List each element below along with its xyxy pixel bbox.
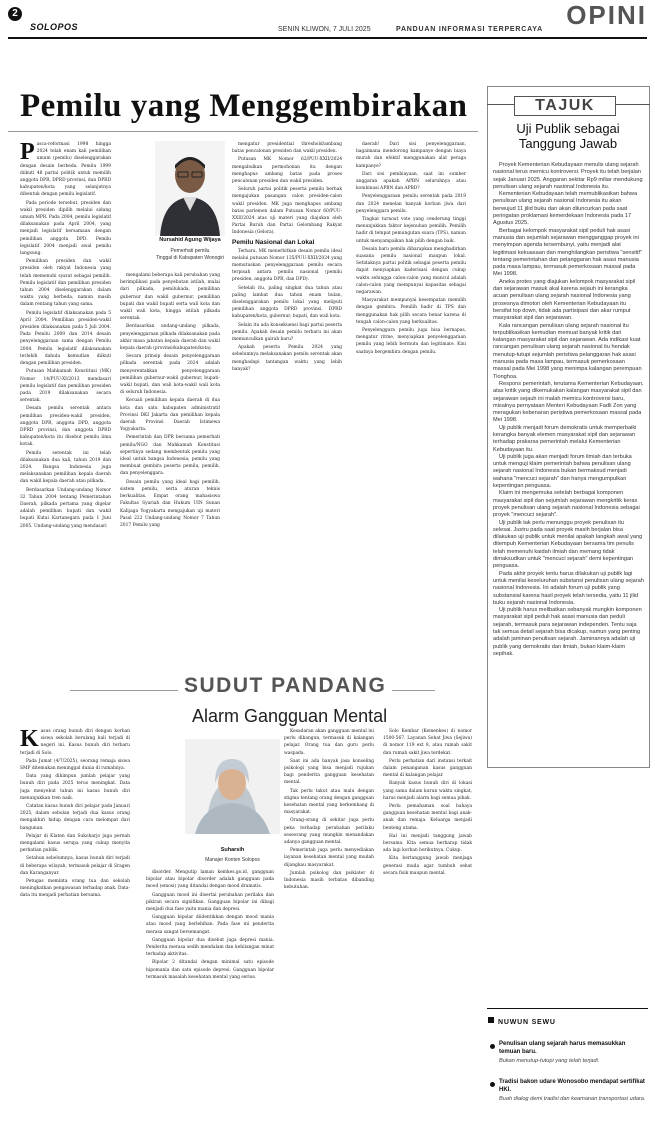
paragraph: Gangguan bipolar dua disebut juga depresi mania. Penderita merasa sedih mendalam dan kehilangan minat terhadap aktivitas.	[146, 937, 274, 958]
paragraph: Desain baru pemilu diharapkan menghadirkan suasana pemilu nasional maupun lokal. Setidaknya partai politik sebagai peserta pemilu dapat menyiapkan kaderisasi dengan cukup waktu sehingga calon-calon yang muncul adalah calon-calon yang mempunyai kapasitas sebagai negarawan.	[356, 246, 466, 296]
opinion-column-2	[146, 869, 274, 1140]
paragraph: Pada Jumat (4/7/2025), seorang remaja siswa SMP ditemukan meninggal dunia di rumahnya.	[20, 758, 130, 772]
opinion-drop-cap: K	[20, 728, 39, 752]
paragraph: Pemilu legislatif dilaksanakan pada 5 April 2004. Pemilihan presiden-wakil presiden dilaksanakan pada 5 Juli 2004. Pada Pemilu 2009 dan 2014 desain penyelenggaraan sama dengan Pemilu 2004. Pemilu legislatif dilaksanakan terlebih dahulu kemudian diikuti dengan pemilihan presiden.	[20, 310, 111, 367]
author-role-line2: Tinggal di Kabupaten Wonogiri	[155, 255, 225, 261]
nuwun-item-title: Penulisan ulang sejarah harus memasukkan temuan baru.	[499, 1041, 626, 1055]
editorial-tab: TAJUK	[514, 96, 616, 116]
paragraph: Setelah itu, paling singkat dua tahun atau paling lambat dua tahun enam bulan, diselenggarakan pemilu lokal yang meliputi pemilihan anggota DPRD provinsi, DPRD kabupaten/kota, gubernur, bupati, dan wali kota.	[232, 285, 342, 320]
paragraph: Solo Kembar (Kemenkes) di nomor 1500-567, Layanan Sehat Jiwa (Sejiwa) di nomor 119 ext 8, atau rumah sakit dan rumah sakit jiwa terdekat.	[383, 729, 472, 756]
paragraph: Uji publik menjadi forum demokratis untuk memperbaiki kerangka banyak elemen masyarakat sipil dan sejarawan terhadap prakarsa pemerintah melalui Kementerian Kebudayaan itu.	[493, 424, 637, 453]
paragraph: Pemerintah dan DPR bersama pemerhati pemilu/NGO dan Mahkamah Konstitusi sepertinya sedang membentuk pemilu yang ideal untuk bangsa Indonesia; pemilu yang membuat gembira peserta pemilu, pemilih, dan penyelenggara.	[120, 435, 220, 477]
header-rule	[8, 37, 647, 39]
paragraph: mengatur presidential threshold/ambang batas pencalonan presiden dan wakil presiden.	[232, 142, 342, 155]
paragraph: Banyak kasus bunuh diri di lokasi yang sama dalam kurun waktu singkat, harus menjadi alarm bagi semua pihak.	[383, 781, 472, 801]
nuwun-item-sub: Bukan menutup-tutupi yang telah terjadi.	[499, 1058, 600, 1064]
paragraph: Kita bertanggung jawab menjaga generasi muda agar tumbuh sehat secara fisik maupun mental.	[383, 856, 472, 876]
paragraph: Berdasarkan Undang-undang Nomor 32 Tahun 2004 tentang Pemerintahan Daerah, pilkada pertama yang digelar adalah pemilihan bupati dan wakil bupati Kutai Kartanegara pada 1 Juni 2005. Undang-undang yang mendasari	[20, 487, 111, 529]
paragraph: Penyelenggara pemilu juga bisa bernapas, mengatur ritme, menyiapkan penyelenggaraan pemilu yang lebih bermutu dan legitimate. Kini saatnya bergembira dengan pemilu.	[356, 328, 466, 355]
paragraph: Seluruh partai politik peserta pemilu berhak mengajukan pasangan calon presiden-calon wakil presiden. MK juga menghapus ambang batas parlemen dalam Putusan Nomor 60/PUU-XXII/2024 atas uji materi yang diajukan oleh Partai Buruh dan Partai Gelombang Rakyat Indonesia (Gelora).	[232, 187, 342, 236]
slogan: PANDUAN INFORMASI TERPERCAYA	[396, 26, 543, 33]
opinion-author-photo	[185, 739, 280, 834]
paragraph: Secara prinsip desain penyelenggaraan pilkada serentak pada 2024 adalah menyerentakkan penyelenggaraan pemilihan gubernur-wakil gubernur, bupati-wakil bupati, dan wali kota-wakil wali kota di seluruh Indonesia.	[120, 354, 220, 396]
editorial-body	[493, 162, 644, 762]
author-name: Nursahid Agung Wijaya	[159, 237, 221, 243]
article-column-4	[356, 141, 466, 661]
paragraph: Catatan kasus bunuh diri pelajar pada Januari 2025, dalam sebulan terjadi dua kasus orang mengakhiri hidup dengan cara melompat dari bangunan.	[20, 804, 130, 831]
bullet-icon	[490, 1082, 495, 1087]
section-title: OPINI	[566, 0, 647, 30]
author-photo	[155, 141, 225, 236]
paragraph: Hal ini menjadi tanggung jawab bersama. Kita semua berharap tidak ada lagi korban berikutnya. Cukup.	[383, 833, 472, 854]
paragraph: Setahun sebelumnya, kasus bunuh diri terjadi di beberapa wilayah, termasuk pelajar di Sragen dan Karanganyar.	[20, 856, 130, 876]
paragraph: Aneka protes yang diajukan kelompok masyarakat sipil dan sejarawan masuk akal karena sejauh ini kerangka acuan penulisan ulang sejarah nasional Indonesia yang prosesnya dimotori oleh Kementerian Kebudayaan itu bersifat top down, tidak ada partisipasi dan akar rumput masyarakat sipil dan sejarawan.	[493, 278, 636, 322]
paragraph: Respons pemerintah, terutama Kementerian Kebudayaan, atas kritik yang dikemukakan kalangan masyarakat sipil dan sejarawan sejauh ini malah memicu kontroversi baru, misalnya pernyataan Menteri Kebudayaan Fadli Zon yang meragukan kebenaran peristiwa pemerkosaan massal pada Mei 1998.	[493, 380, 644, 424]
paragraph: Perlu pemahaman soal bahaya gangguan kesehatan mental bagi anak-anak dan remaja. Keluarga menjadi benteng utama.	[383, 804, 472, 831]
opinion-column-3	[284, 728, 374, 1140]
article-headline: Pemilu yang Menggembirakan	[20, 88, 468, 124]
paragraph: Uji publik tak perlu menunggu proyek penulisan itu selesai. Justru pada saat proyek masih berjalan bisa dilakukan uji publik untuk menilai apakah langkah awal yang ditempuh Kementerian Kebudayaan bersama tim penulis telah memenuhi kaidah ilmiah dan memang tidak dimaksudkan untuk "mencuci sejarah" demi kepentingan penguasa.	[493, 519, 643, 570]
paragraph: daerah! Dari sisi penyelenggaraan, bagaimana mendorong kampanye dengan biaya murah dan efektif menggunakan alat peraga kampanye?	[356, 142, 466, 169]
paragraph: Apakah peserta Pemilu 2024 yang sebelumnya melaksanakan pemilu serentak akan menghadapi tantangan waktu yang lebih banyak?	[232, 345, 342, 372]
paragraph: asca-reformasi 1998 hingga 2024 telah enam kali pemilihan umum (pemilu) diselenggarakan dengan desain berbeda. Pemilu 1999 diikuti 48 partai politik untuk memilih anggota DPR, DPRD provinsi, dan DPRD kabupaten/kota yang selanjutnya dibentuk dengan pemilu legislatif.	[20, 142, 111, 198]
paragraph: Klaim ini mengemuka setelah berbagai komponen masyarakat sipil dan sejumlah sejarawan mengkritik keras proyek penulisan ulang sejarah nasional Indonesia sebagai proyek "mencuci sejarah".	[493, 490, 640, 519]
author-role-line1: Pemerhati pemilu	[170, 248, 210, 254]
paragraph: Tingkat turnout vote yang cenderung tinggi menunjukkan faktor kejenuhan pemilih. Pemilih hadir di tempat pemungutan suara (TPS), namun untuk menyampaikan hak pilih dengan baik.	[356, 217, 466, 244]
paragraph: Gangguan mood ini disertai perubahan perilaku dan pikiran secara signifikan. Gangguan bipolar ini dibagi menjadi dua fase yaitu mania dan depresi.	[146, 892, 274, 913]
paragraph: Gangguan bipolar diidentikkan dengan mood mania atau mood yang berlebihan. Pada fase ini penderita merasa sangat bersemangat.	[146, 915, 274, 935]
paragraph: Berdasarkan undang-undang pilkada, penyelenggaraan pilkada dilaksanakan pada akhir masa jabatan kepala daerah dan wakil kepala daerah (provinsi/kabupaten/kota).	[120, 324, 220, 352]
paragraph: Bipolar 2 ditandai dengan minimal satu episode hipomania dan satu episode depresi. Gangguan bipolar termasuk masalah kesehatan mental yang serius.	[146, 960, 274, 980]
paragraph: Berbagai kelompok masyarakat sipil peduli hak asasi manusia dan sejumlah sejarawan mengganggap proyek ini menyimpan agenda tersembunyi, yaitu menjadi alat legitimasi kekuasaan dan menghilangkan peristiwa "sensitif" tentang pemerintahan dan pelanggaran hak asasi manusia pada masa lampau, termasuk pemerkosaan massal pada Mei 1998.	[493, 227, 642, 278]
paragraph: Data yang dihimpun jumlah pelajar yang bunuh diri pada 2025 terus meningkat. Data juga menyebut tahun ini kasus bunuh diri menunjukkan tren naik.	[20, 774, 130, 801]
opinion-title: Alarm Gangguan Mental	[192, 706, 388, 726]
paragraph: Pemilu serentak ini telah dilaksanakan dua kali, tahun 2019 dan 2024. Bangsa Indonesia juga melaksanakan pemilihan kepala daerah dan wakil kepala daerah atau pilkada.	[20, 450, 111, 485]
paragraph: Tak perlu takut atau malu dengan stigma tentang orang dengan gangguan kesehatan mental yang berkembang di masyarakat.	[284, 788, 374, 816]
opinion-section-title: SUDUT PANDANG	[178, 674, 392, 698]
opinion-author-name: Suharsih	[220, 847, 245, 853]
article-column-3	[232, 141, 342, 661]
paragraph: Pada akhir proyek tentu harus dilakukan uji publik lagi untuk menilai keseluruhan substansi penulisan ulang sejarah nasional Indonesia. Ini adalah forum uji publik yang substansial karena hasil proyek telah tersedia, yaitu 11 jilid buku sejarah nasional Indonesia.	[493, 570, 644, 606]
page-number: 2	[8, 7, 22, 21]
nuwun-marker-icon	[488, 1017, 494, 1023]
paragraph: Jumlah psikolog dan psikiater di Indonesia masih terbatas dibanding kebutuhan.	[284, 870, 374, 891]
paragraph: Kecuali pemilihan kepala daerah di dua kota dan satu kabupaten administratif Provinsi DKI Jakarta dan pemilihan kepala daerah Provinsi Daerah Istimewa Yogyakarta.	[120, 398, 220, 433]
paragraph: Pada periode tersebut, presiden dan wakil presiden dipilih melalui sidang umum MPR. Pada 2004, pemilu legislatif dilaksanakan pada April 2004, yang menjadi legislatif bersamaan dengan pemilihan anggota DPD. Pemilu legislatif 2004 menjadi awal pemilu langsung.	[20, 200, 111, 257]
headline-rule	[8, 131, 478, 132]
paragraph: Putusan Mahkamah Konstitusi (MK) Nomor 14/PUU-XI/2013 mendasari pemilu legislatif dan pemilihan presiden pada 2019 dilaksanakan secara serentak.	[20, 369, 111, 404]
paragraph: Kesadaran akan gangguan mental ini perlu dibangun, termasuk di kalangan pelajar. Orang tua dan guru perlu waspada.	[284, 729, 374, 756]
drop-cap: P	[20, 141, 35, 165]
paragraph: Terbaru, MK menerbitkan desain pemilu ideal melalui putusan Nomor 135/PUU-XXII/2024 yang memutuskan penyelenggaraan pemilu secara terpisah antara pemilu nasional (pemilu presiden, anggota DPR, dan DPD).	[232, 248, 342, 283]
article-column-1	[20, 141, 111, 661]
bullet-icon	[490, 1044, 495, 1049]
paragraph: Orang-orang di sekitar juga perlu peka terhadap perubahan perilaku seseorang yang mungkin menandakan adanya gangguan mental.	[284, 818, 374, 846]
paragraph: Pelajar di Klaten dan Sukoharjo juga pernah mengalami kasus serupa yang cukup menyita perhatian publik.	[20, 833, 130, 854]
paragraph: Selain itu ada konsekuensi bagi partai peserta pemilu. Apakah desain pemilu terbaru ini akan memunculkan gairah baru?	[232, 322, 342, 343]
opinion-column-4	[383, 728, 472, 1140]
article-column-2	[120, 272, 220, 661]
paragraph: Penyelenggaraan pemilu serentak pada 2019 dan 2024 menelan banyak korban jiwa dari penyelenggara pemilu.	[356, 194, 466, 214]
paragraph: Masyarakat mempunyai kesempatan memilih dengan gembira. Pemilih hadir di TPS dan menggunakan hak pilih secara benar karena di tengah calon-calon yang berkualitas.	[356, 298, 466, 325]
article-subhead: Pemilu Nasional dan Lokal	[232, 238, 315, 246]
editorial-title: Uji Publik sebagai Tanggung Jawab	[516, 121, 620, 151]
paragraph: Desain pemilu serentak antara pemilihan presiden-wakil presiden, anggota DPR, anggota DPD, anggota DPRD provinsi, dan anggota DPRD kabupaten/kota itu disebut pemilu lima kotak.	[20, 406, 111, 448]
paragraph: Desain pemilu yang ideal bagi pemilih, sistem pemilu, serta aturan teknis berkualitas. Empat orang mahasiswa Fakultas Syariah dan Hukum UIN Sunan Kalijaga Yogyakarta mengajukan uji materi Pasal 222 Undang-undang Nomor 7 Tahun 2017 Pemilu yang	[120, 479, 220, 528]
opinion-author-role: Manajer Konten Solopos	[205, 857, 260, 863]
paragraph: mengalami beberapa kali perubahan yang berimplikasi pada penyebutan istilah, mulai dari pilkada, pemilukada, pemilihan gubernur dan wakil gubernur, pemilihan bupati dan wakil bupati serta wali kota dan wakil wali kota, hingga istilah pilkada serentak.	[120, 273, 220, 322]
paragraph: disorder. Mengutip laman kemkes.go.id, gangguan bipolar atau bipolar disorder adalah gangguan pada mood (emosi) yang ditandai dengan mood dramatis.	[146, 870, 274, 890]
nuwun-item-title: Tradisi bakon udare Wonosobo mendapat sertifikat HKI.	[499, 1079, 645, 1093]
paragraph: asus orang bunuh diri dengan korban siswa sekolah berulang kali terjadi di negeri ini. Kasus bunuh diri terbaru terjadi di Solo.	[20, 729, 130, 756]
paragraph: Pemilihan presiden dan wakil presiden oleh rakyat Indonesia yang telah memenuhi syarat sebagai pemilih. Pemilu legislatif dan pemilihan presiden tahun 2004 diselenggarakan dalam waktu yang berbeda, namun masih dalam rentang tahun yang sama.	[20, 259, 111, 308]
paragraph: Putusan MK Nomor 62/PUU-XXII/2024 mengabulkan permohonan itu dengan menghapus ambang batas pada proses pencalonan presiden dan wakil presiden.	[232, 157, 342, 185]
paragraph: Petugas meminta orang tua dan sekolah meningkatkan pengawasan terhadap anak. Data-data itu menjadi perhatian bersama.	[20, 879, 130, 899]
paragraph: Kementerian Kebudayaan telah memublikasikan bahwa penulisan ulang sejarah nasional Indonesia itu akan berwujud 11 jilid buku dan akan diluncurkan pada saat peringatan proklamasi kemerdekaan Indonesia pada 17 Agustus 2025.	[493, 191, 638, 227]
paragraph: Dari sisi pembiayaan, saat ini sumber anggaran apakah APBN seluruhnya atau kombinasi APBN dan APBD?	[356, 171, 466, 192]
paragraph: Kala rancangan penulisan ulang sejarah nasional itu terpublikasikan kemudian memuat banyak kritik dari kalangan masyarakat sipil dan sejarawan. Ada indikasi kuat rancangan penulisan ulang sejarah nasional itu hendak menutup-tutupi sejumlah peristiwa pelanggaran hak asasi manusia pada masa lampau, termasuk pemerkosaan massal pada Mei 1998 yang menimpa kalangan perempuan Tionghoa.	[493, 322, 642, 380]
paragraph: Saat ini ada banyak jasa konseling psikologi yang bisa menjadi rujukan bagi penderita gangguan kesehatan mental.	[284, 758, 374, 786]
paragraph: Uji publik juga akan menjadi forum ilmiah dan terbuka untuk menguji klaim pemerintah bahwa penulisan ulang sejarah nasional Indonesia bukan bermaksud menjadi wahana "mencuci sejarah" dan hanya mengumpulkan kepentingan penguasa.	[493, 453, 632, 490]
nuwun-heading: NUWUN SEWU	[498, 1019, 556, 1026]
issue-date: SENIN KLIWON, 7 JULI 2025	[278, 26, 371, 33]
paragraph: Pemerintah juga perlu menyediakan layanan kesehatan mental yang mudah dijangkau masyarakat.	[284, 848, 374, 868]
paragraph: Proyek Kementerian Kebudayaan menulis ulang sejarah nasional terus memicu kontroversi. Proyek itu telah berjalan sejak Januari 2025. Anggaran sekitar Rp9 miliar mendukung penulisan ulang sejarah nasional Indonesia itu.	[493, 162, 643, 190]
paragraph: Uji publik harus melibatkan sebanyak mungkin komponen masyarakat sipil peduli hak asasi manusia dan peduli sejarah, termasuk para sejarawan independen. Tentu saja tak semua detail sejarah bisa dicakup, namun yang penting adalah jaminan penulisan sejarah. Jaminannya adalah uji publik yang demokratis dan ilmiah, bukan klaim-klaim sepihak.	[493, 607, 642, 657]
paragraph: Perlu perhatian dari instansi terkait dalam penanganan kasus gangguan mental di kalangan pelajar.	[383, 758, 472, 779]
logo: SOLOPOS	[30, 22, 79, 32]
opinion-column-1	[20, 728, 130, 1140]
nuwun-rule	[487, 1008, 648, 1009]
nuwun-item-sub: Buah dialog demi tradisi dan keamanan transportasi udara.	[499, 1096, 646, 1102]
